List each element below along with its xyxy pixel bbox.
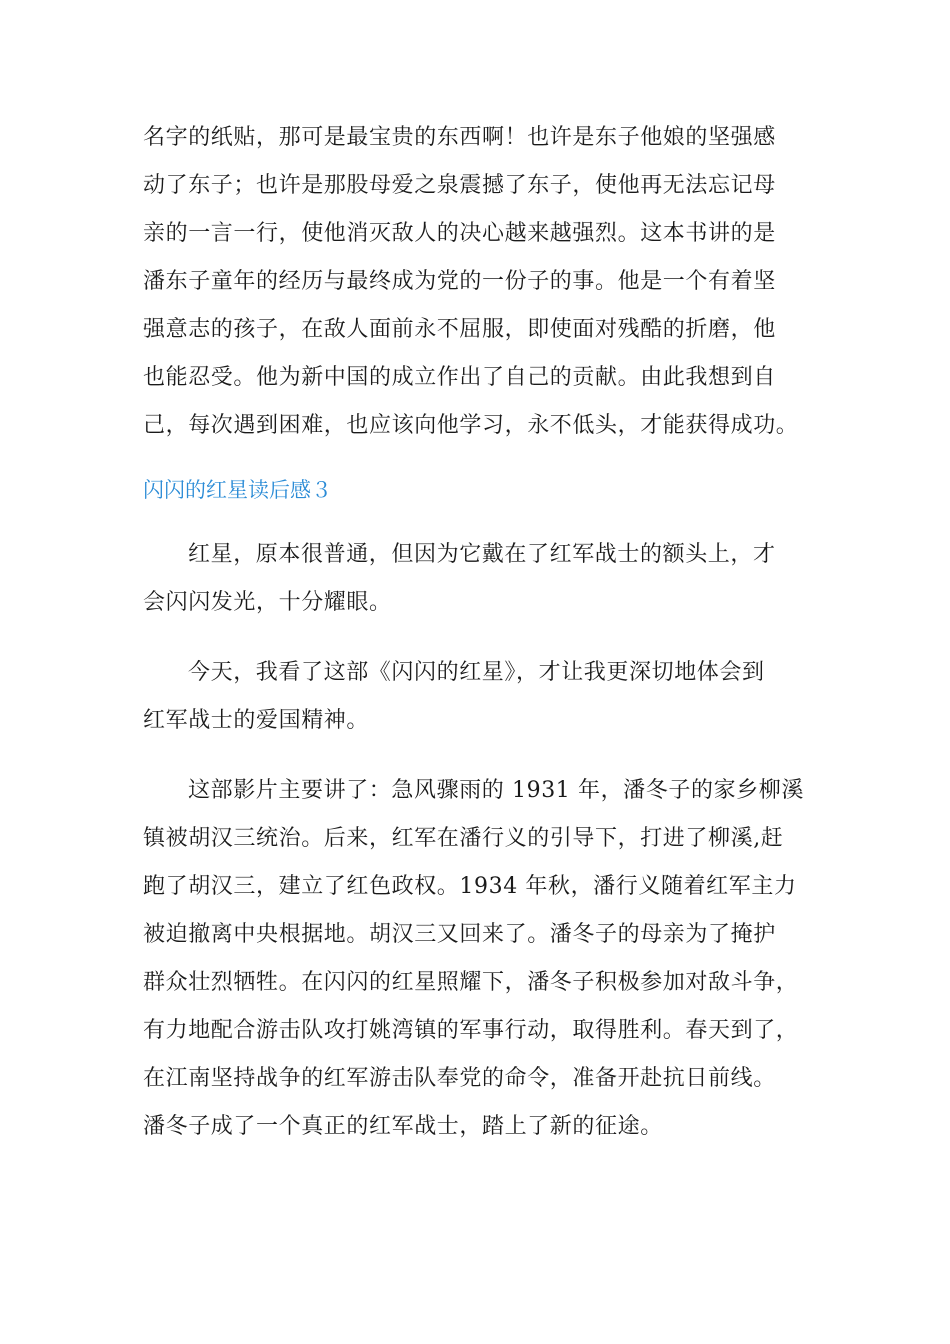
text-line: 潘冬子成了一个真正的红军战士，踏上了新的征途。 xyxy=(143,1114,663,1139)
text-line: 也能忍受。他为新中国的成立作出了自己的贡献。由此我想到自 xyxy=(143,365,776,390)
text-line: 红军战士的爱国精神。 xyxy=(143,708,370,733)
text-line: 动了东子；也许是那股母爱之泉震撼了东子，使他再无法忘记母 xyxy=(143,173,776,198)
text-line: 有力地配合游击队攻打姚湾镇的军事行动，取得胜利。春天到了， xyxy=(143,1018,799,1043)
text-line: 名字的纸贴，那可是最宝贵的东西啊！也许是东子他娘的坚强感 xyxy=(143,125,776,150)
text-line: 群众壮烈牺牲。在闪闪的红星照耀下，潘冬子积极参加对敌斗争， xyxy=(143,970,799,995)
text-line: 今天，我看了这部《闪闪的红星》，才让我更深切地体会到 xyxy=(188,660,765,685)
text-line: 会闪闪发光，十分耀眼。 xyxy=(143,590,392,615)
paragraph-4 xyxy=(143,767,813,1151)
paragraph-2 xyxy=(143,531,813,627)
text-line: 镇被胡汉三统治。后来，红军在潘行义的引导下，打进了柳溪,赶 xyxy=(143,826,784,851)
text-line: 己，每次遇到困难，也应该向他学习，永不低头，才能获得成功。 xyxy=(143,413,799,438)
text-line: 这部影片主要讲了：急风骤雨的 1931 年，潘冬子的家乡柳溪 xyxy=(188,778,804,803)
text-line: 红星，原本很普通，但因为它戴在了红军战士的额头上，才 xyxy=(188,542,776,567)
paragraph-spacer xyxy=(143,627,813,649)
paragraph-1 xyxy=(143,114,813,450)
text-line: 强意志的孩子，在敌人面前永不屈服，即使面对残酷的折磨，他 xyxy=(143,317,776,342)
text-line: 在江南坚持战争的红军游击队奉党的命令，准备开赴抗日前线。 xyxy=(143,1066,776,1091)
paragraph-3 xyxy=(143,649,813,745)
document-body xyxy=(143,114,813,1151)
paragraph-spacer xyxy=(143,745,813,767)
text-line: 亲的一言一行，使他消灭敌人的决心越来越强烈。这本书讲的是 xyxy=(143,221,776,246)
text-line: 潘东子童年的经历与最终成为党的一份子的事。他是一个有着坚 xyxy=(143,269,776,294)
text-line: 被迫撤离中央根据地。胡汉三又回来了。潘冬子的母亲为了掩护 xyxy=(143,922,776,947)
text-line: 跑了胡汉三，建立了红色政权。1934 年秋，潘行义随着红军主力 xyxy=(143,874,797,899)
section-heading: 闪闪的红星读后感３ xyxy=(143,478,332,502)
